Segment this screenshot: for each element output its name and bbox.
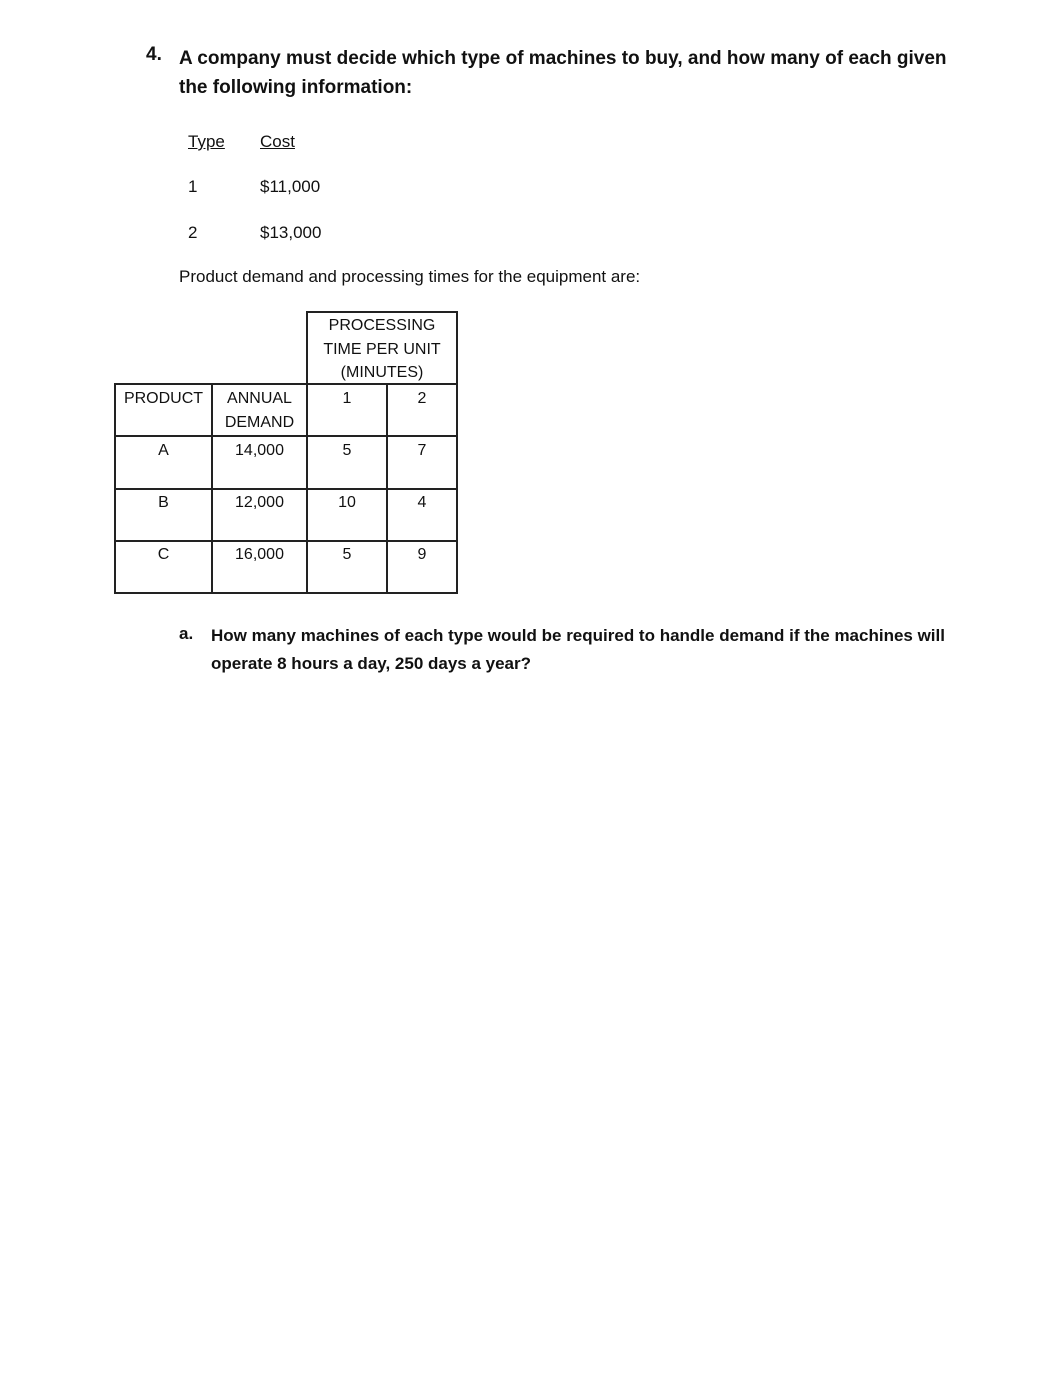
table-border (114, 435, 458, 437)
demand-cell: 16,000 (235, 546, 284, 563)
intro-text: Product demand and processing times for the equipment are: (179, 267, 641, 286)
type-cell: 2 (188, 223, 198, 242)
annual-demand-header-line1: ANNUAL (227, 390, 292, 407)
table-border (114, 592, 458, 594)
type-cell: 1 (188, 177, 198, 196)
time-1-cell: 5 (342, 546, 352, 563)
cost-cell: $13,000 (260, 223, 322, 242)
annual-demand-header-line2: DEMAND (224, 414, 295, 431)
cost-cell: $11,000 (260, 177, 321, 196)
sub-question-letter: a. (179, 624, 194, 643)
cost-header: Cost (260, 132, 295, 151)
time-1-cell: 10 (338, 494, 356, 511)
processing-header-line1: PROCESSING (328, 317, 436, 334)
machine-2-header: 2 (417, 390, 427, 407)
question-text: A company must decide which type of machines to buy, and how many of each given the following information: (179, 48, 947, 98)
table-border (306, 311, 458, 313)
table-border (456, 311, 458, 594)
time-2-cell: 4 (417, 494, 427, 511)
product-cell: A (158, 442, 169, 459)
type-header: Type (188, 132, 225, 151)
product-header: PRODUCT (123, 390, 204, 407)
time-2-cell: 9 (417, 546, 427, 563)
table-border (114, 488, 458, 490)
demand-cell: 14,000 (235, 442, 284, 459)
demand-cell: 12,000 (235, 494, 284, 511)
table-border (114, 540, 458, 542)
time-2-cell: 7 (417, 442, 427, 459)
question-number: 4. (146, 44, 162, 65)
sub-question-text: How many machines of each type would be required to handle demand if the machines will operate 8 hours a day, 250 days a year? (211, 626, 945, 673)
product-cell: B (158, 494, 169, 511)
processing-header-line3: (MINUTES) (340, 364, 424, 381)
product-cell: C (157, 546, 170, 563)
processing-header-line2: TIME PER UNIT (323, 341, 441, 358)
machine-1-header: 1 (342, 390, 352, 407)
time-1-cell: 5 (342, 442, 352, 459)
